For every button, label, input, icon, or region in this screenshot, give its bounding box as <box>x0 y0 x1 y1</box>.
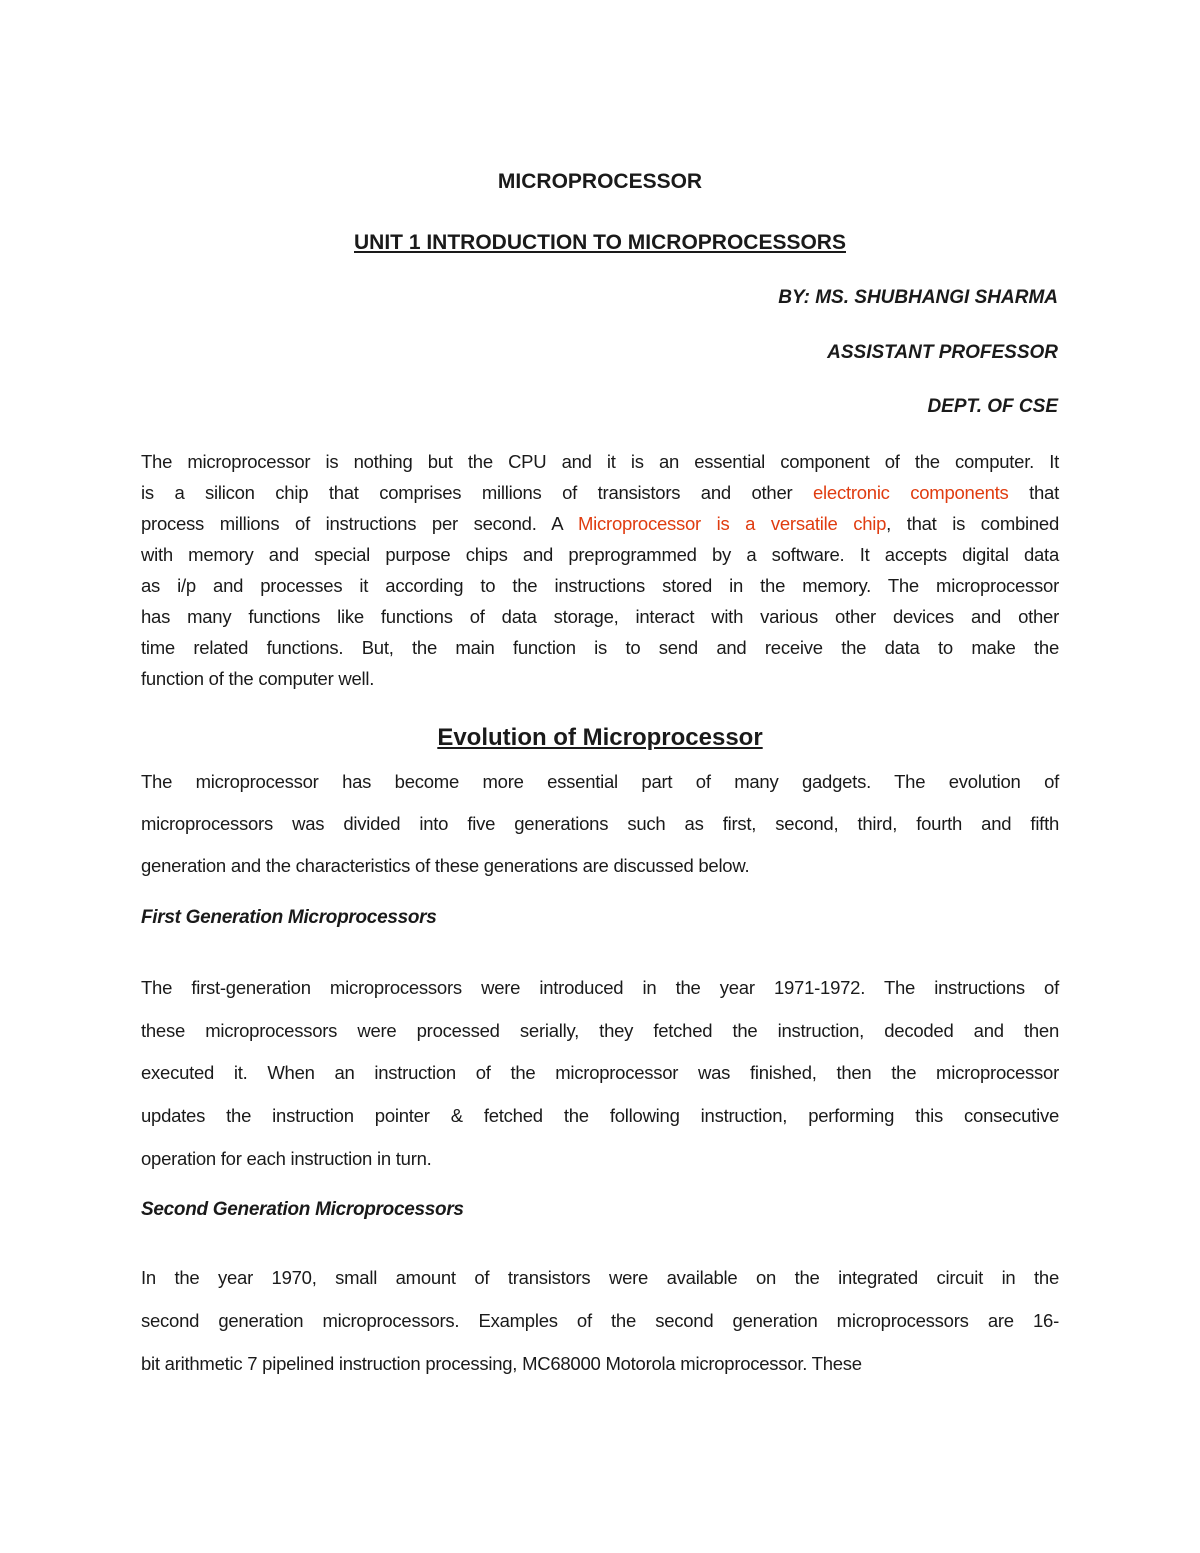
text-segment: time related functions. But, the main function is to send and receive the data to make the <box>141 637 1059 658</box>
text-line <box>141 576 1059 596</box>
author-title: ASSISTANT PROFESSOR <box>827 342 1058 363</box>
author-name: BY: MS. SHUBHANGI SHARMA <box>778 287 1058 308</box>
text-segment: process millions of instructions per second. A <box>141 513 579 534</box>
text-line <box>141 669 1059 689</box>
text-segment: second generation microprocessors. Examples of the second generation microprocessors are 16- <box>141 1310 1059 1331</box>
evolution-heading: Evolution of Microprocessor <box>437 724 763 751</box>
text-line <box>141 1149 1059 1169</box>
text-line <box>141 1311 1059 1331</box>
text-segment: updates the instruction pointer & fetched the following instruction, performing this consecutive <box>141 1105 1059 1127</box>
text-line <box>141 1354 1059 1374</box>
text-segment: microprocessors was divided into five generations such as first, second, third, fourth and fifth <box>141 813 1059 834</box>
text-line <box>141 856 1059 876</box>
text-segment: executed it. When an instruction of the microprocessor was finished, then the microprocessor <box>141 1062 1059 1084</box>
text-line <box>141 814 1059 834</box>
unit-heading: UNIT 1 INTRODUCTION TO MICROPROCESSORS <box>354 231 846 254</box>
text-line <box>141 772 1059 792</box>
text-segment: with memory and special purpose chips and preprogrammed by a software. It accepts digital data <box>141 544 1059 565</box>
text-segment: The microprocessor is nothing but the CPU and it is an essential component of the computer. It <box>141 451 1059 472</box>
first-generation-paragraph <box>141 978 1059 1191</box>
text-line <box>141 978 1059 998</box>
text-line <box>141 514 1059 534</box>
document-title: MICROPROCESSOR <box>497 170 703 193</box>
text-line <box>141 545 1059 565</box>
second-generation-paragraph <box>141 1268 1059 1397</box>
text-segment: bit arithmetic 7 pipelined instruction processing, MC68000 Motorola microprocessor. These <box>141 1353 862 1374</box>
text-segment: these microprocessors were processed serially, they fetched the instruction, decoded and then <box>141 1019 1059 1041</box>
text-segment: In the year 1970, small amount of transistors were available on the integrated circuit in the <box>141 1267 1059 1288</box>
text-segment: as i/p and processes it according to the instructions stored in the memory. The microprocessor <box>141 575 1059 596</box>
text-segment: function of the computer well. <box>141 668 375 689</box>
text-segment: that <box>1008 482 1059 503</box>
highlighted-text: electronic components <box>813 482 1009 503</box>
author-dept: DEPT. OF CSE <box>927 396 1058 417</box>
text-segment: generation and the characteristics of these generations are discussed below. <box>141 855 750 876</box>
text-segment: operation for each instruction in turn. <box>141 1147 432 1169</box>
intro-paragraph <box>141 452 1059 700</box>
text-line <box>141 1021 1059 1041</box>
text-line <box>141 1268 1059 1288</box>
first-generation-heading: First Generation Microprocessors <box>141 907 437 928</box>
text-line <box>141 1063 1059 1083</box>
text-line <box>141 638 1059 658</box>
text-line <box>141 1106 1059 1126</box>
text-segment: is a silicon chip that comprises millions of transistors and other <box>141 482 813 503</box>
text-line <box>141 452 1059 472</box>
evolution-paragraph <box>141 772 1059 898</box>
second-generation-heading: Second Generation Microprocessors <box>141 1199 464 1220</box>
text-segment: The microprocessor has become more essential part of many gadgets. The evolution of <box>141 771 1059 792</box>
text-segment: , that is combined <box>886 513 1059 534</box>
text-line <box>141 483 1059 503</box>
text-segment: The first-generation microprocessors were introduced in the year 1971-1972. The instructions of <box>141 977 1059 998</box>
text-line <box>141 607 1059 627</box>
highlighted-text: Microprocessor is a versatile chip <box>578 513 887 534</box>
text-segment: has many functions like functions of data storage, interact with various other devices and other <box>141 606 1059 627</box>
